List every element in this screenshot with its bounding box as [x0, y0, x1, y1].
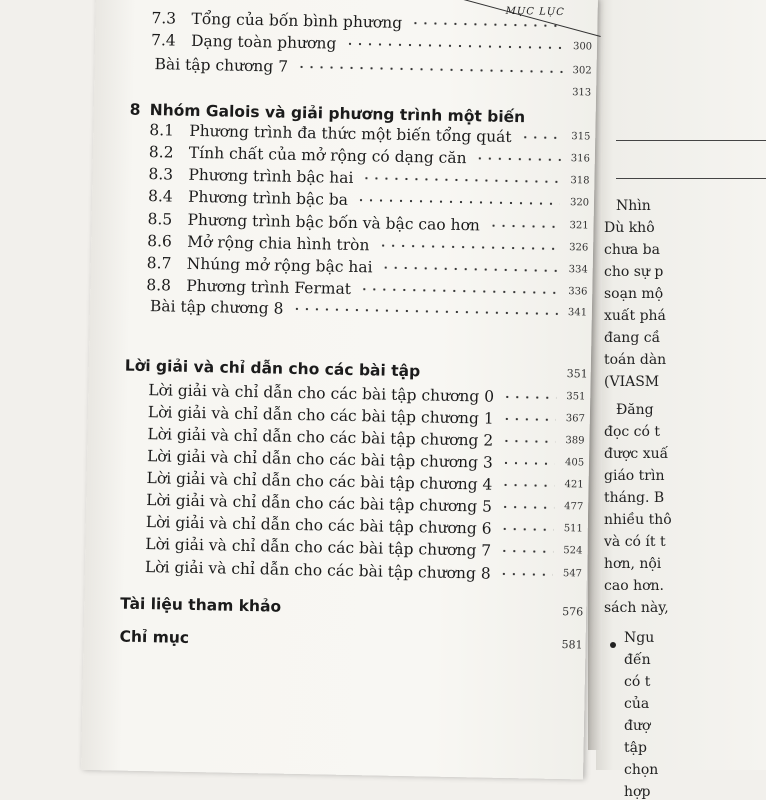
- toc-entry: [84, 594, 584, 623]
- leader-dots: [488, 223, 559, 230]
- toc-number: 8: [129, 100, 141, 119]
- right-page-text: (VIASM: [604, 374, 660, 390]
- right-page-text: soạn mộ: [604, 286, 664, 302]
- toc-page-number: 316: [570, 153, 591, 165]
- bullet-icon: [610, 642, 616, 648]
- toc-title: Lời giải và chỉ dẫn cho các bài tập chương 3: [146, 447, 493, 472]
- toc-number: 8.3: [148, 165, 174, 184]
- toc-page-number: 351: [566, 391, 586, 403]
- right-page: [596, 0, 766, 800]
- toc-title: Phương trình bậc hai: [188, 165, 354, 187]
- leader-dots: [500, 526, 554, 533]
- toc-page-number: 315: [571, 131, 591, 143]
- right-page-text: cho sự p: [604, 264, 664, 280]
- right-page-text: của: [624, 696, 650, 712]
- toc-title: Bài tập chương 7: [154, 55, 289, 76]
- leader-dots: [502, 394, 556, 401]
- toc-page-number: 477: [564, 501, 584, 513]
- toc-page-number: 321: [569, 220, 589, 232]
- toc-title: Chỉ mục: [119, 627, 190, 647]
- right-page-rule: [616, 140, 766, 141]
- right-page-text: Ngu: [624, 630, 655, 646]
- toc-page-number: 581: [561, 638, 583, 652]
- leader-dots: [378, 242, 559, 251]
- right-page-text: Đăng: [616, 402, 654, 418]
- toc-title: Dạng toàn phương: [190, 31, 337, 53]
- toc-page-number: 300: [572, 41, 593, 53]
- leader-dots: [356, 197, 560, 207]
- right-page-text: đến: [624, 652, 651, 668]
- toc-number: 8.6: [147, 232, 173, 251]
- toc-page-number: 421: [564, 479, 584, 491]
- toc-page-number: 336: [568, 286, 588, 298]
- toc-title: Nhúng mở rộng bậc hai: [186, 254, 373, 277]
- leader-dots: [410, 20, 563, 29]
- toc-title: Lời giải và chỉ dẫn cho các bài tập chương 1: [147, 403, 494, 428]
- leader-dots: [501, 460, 555, 467]
- right-page-text: sách này,: [604, 600, 669, 616]
- toc-title: Bài tập chương 8: [149, 297, 284, 318]
- right-page-text: hợp: [624, 784, 651, 800]
- right-page-text: xuất phá: [604, 308, 666, 324]
- toc-page-number: 405: [564, 457, 585, 469]
- toc-number: 8.4: [147, 187, 173, 206]
- leader-dots: [345, 41, 563, 51]
- toc-page-number: 313: [572, 87, 592, 99]
- toc-page-number: 341: [567, 307, 588, 319]
- right-page-text: tháng. B: [604, 490, 665, 506]
- toc-page-number: 318: [570, 175, 590, 187]
- toc-entry: [83, 627, 583, 656]
- leader-dots: [381, 265, 559, 274]
- toc-page-number: 334: [568, 264, 588, 276]
- toc-title: Lời giải và chỉ dẫn cho các bài tập chương 6: [145, 513, 492, 538]
- right-page-text: chọn: [624, 762, 659, 778]
- toc-page-number: 389: [565, 435, 585, 447]
- right-page-text: toán dàn: [604, 352, 667, 368]
- toc-title: Phương trình bậc bốn và bậc cao hơn: [187, 210, 481, 235]
- toc-title: Lời giải và chỉ dẫn cho các bài tập chương 4: [146, 469, 493, 494]
- right-page-text: tập: [624, 740, 647, 756]
- toc-page-number: 351: [566, 367, 588, 381]
- leader-dots: [475, 155, 561, 163]
- leader-dots: [499, 571, 553, 578]
- toc-number: 8.7: [146, 254, 172, 273]
- toc-number: 8.5: [147, 210, 173, 229]
- toc-page-number: 511: [563, 523, 583, 535]
- toc-title: Phương trình Fermat: [186, 276, 352, 298]
- right-page-text: hơn, nội: [604, 556, 662, 572]
- toc-title: Lời giải và chỉ dẫn cho các bài tập chương 0: [148, 381, 495, 406]
- right-page-text: nhiều thô: [604, 512, 672, 528]
- right-page-text: Dù khô: [604, 220, 655, 236]
- running-head: MỤC LỤC: [505, 5, 565, 19]
- leader-dots: [520, 134, 561, 141]
- leader-dots: [359, 286, 558, 296]
- right-page-text: chưa ba: [604, 242, 660, 258]
- toc-number: 8.1: [149, 121, 175, 140]
- toc-title: Mở rộng chia hình tròn: [187, 232, 370, 255]
- toc-title: Nhóm Galois và giải phương trình một biến: [149, 101, 526, 127]
- toc-title: Phương trình bậc ba: [187, 187, 349, 209]
- toc-page-number: 302: [572, 65, 592, 77]
- toc-title: Lời giải và chỉ dẫn cho các bài tập: [124, 356, 421, 381]
- toc-page-number: 524: [563, 545, 583, 557]
- toc-page-number: 547: [562, 568, 583, 580]
- leader-dots: [500, 504, 554, 511]
- toc-title: Phương trình đa thức một biến tổng quát: [189, 121, 512, 147]
- toc-title: Tổng của bốn bình phương: [191, 9, 403, 32]
- right-page-rule: [616, 178, 766, 179]
- right-page-text: đang cầ: [604, 330, 661, 346]
- toc-page-number: 326: [569, 242, 589, 254]
- right-page-text: đọc có t: [604, 424, 661, 440]
- leader-dots: [501, 438, 555, 445]
- leader-dots: [501, 482, 555, 489]
- toc-title: Lời giải và chỉ dẫn cho các bài tập chương 5: [146, 491, 493, 516]
- leader-dots: [362, 175, 561, 185]
- right-page-text: và có ít t: [604, 534, 666, 550]
- toc-title: Lời giải và chỉ dẫn cho các bài tập chương 8: [144, 558, 491, 583]
- right-page-text: giáo trìn: [604, 468, 665, 484]
- toc-page-number: 367: [565, 413, 586, 425]
- toc-title: Lời giải và chỉ dẫn cho các bài tập chương 7: [145, 535, 492, 560]
- toc-number: 8.8: [146, 276, 172, 295]
- toc-title: Tính chất của mở rộng có dạng căn: [188, 143, 467, 168]
- right-page-text: được xuấ: [604, 446, 669, 462]
- toc-page: [81, 0, 598, 779]
- toc-title: Lời giải và chỉ dẫn cho các bài tập chương 2: [147, 425, 494, 450]
- leader-dots: [499, 548, 553, 555]
- right-page-text: cao hơn.: [604, 578, 664, 594]
- right-page-text: có t: [624, 674, 651, 690]
- right-page-text: Nhìn: [616, 198, 651, 214]
- toc-page-number: 320: [569, 197, 590, 209]
- leader-dots: [292, 306, 558, 317]
- toc-page-number: 576: [562, 605, 584, 619]
- toc-number: 7.3: [151, 9, 177, 28]
- right-page-text: đượ: [624, 718, 651, 734]
- toc-title: Tài liệu tham khảo: [120, 594, 282, 616]
- leader-dots: [296, 64, 562, 75]
- toc-number: 8.2: [148, 143, 174, 162]
- leader-dots: [502, 416, 556, 423]
- toc-number: 7.4: [150, 31, 176, 50]
